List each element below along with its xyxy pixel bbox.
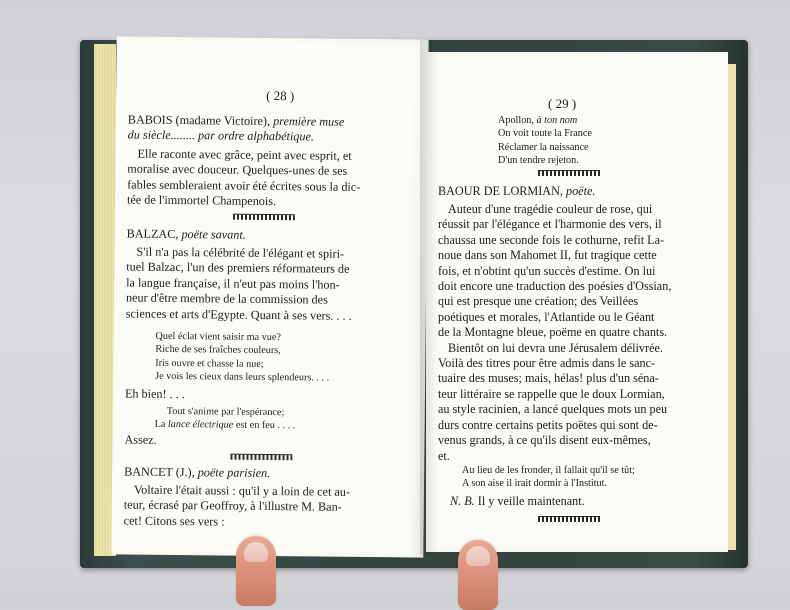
entry-babois-heading-line2: du siècle........ par ordre alphabétique. xyxy=(127,127,315,144)
entry-bancet-body: Voltaire l'était aussi : qu'il y a loin de cet au- teur, écrasé par Geoffroy, à l'illustre M. Ban- cet! Citons ses vers : xyxy=(123,482,351,529)
thumb-left xyxy=(236,536,276,606)
ornament-divider xyxy=(538,516,600,522)
verse-balzac-2: Tout s'anime par l'espérance; La lance électrique est en feu . . . . xyxy=(154,405,296,432)
ornament-divider xyxy=(230,454,292,461)
entry-balzac-heading: BALZAC, poëte savant. xyxy=(126,226,246,242)
entry-balzac-body: S'il n'a pas la célébrité de l'élégant et spiri- tuel Balzac, l'un des premiers réformateurs de la langue française, il n'eut pas moins l'hon- neur d'être membre de la commission des sciences et arts d'Egypte. Quant à ses vers. . . . xyxy=(125,244,352,323)
thumbnail-right xyxy=(466,546,490,566)
verse-balzac-1: Quel éclat vient saisir ma vue? Riche de ses fraîches couleurs, Iris ouvre et chasse la nue; Je vois les cieux dans leurs splendeurs. . . . xyxy=(155,330,330,384)
page-edges-right xyxy=(728,64,736,550)
ornament-divider xyxy=(538,170,600,176)
assez-line: Assez. xyxy=(124,432,157,447)
entry-babois-body: Elle raconte avec grâce, peint avec esprit, et moralise avec douceur. Quelques-unes de ses fables sembleraient avoir été écrites sous la dic- tée de l'immortel Champenois. xyxy=(126,146,361,209)
nota-bene: N. B. Il y veille maintenant. xyxy=(450,494,585,508)
right-page xyxy=(426,52,728,552)
thumbnail-left xyxy=(244,542,268,562)
entry-baour-body: Auteur d'une tragédie couleur de rose, qui réussit par l'élégance et l'harmonie des vers, il chaussa une seconde fois le cothurne, refit La- noue dans son Mahomet II, fut tragique cette fois, et n'obtint qu'un succès d'estime. On lui doit encore une traduction des poésies d'Ossian, qui est presque une création; des Veillées poétiques et morales, l'Atlantide ou le Géant de la Montagne bleue, poëme en quatre chants. Bientôt on lui devra une Jérusalem délivrée. Voilà des titres pour être admis dans le sanc- tuaire des muses; mais, hélas! plus d'un séna- teur littéraire se rappelle que le doux Lormian, au style racinien, a lancé quelques mots un peu durs contre certains petits poëtes qui sont de- venus grands, à ce qu'ils disent eux-mêmes, et. xyxy=(438,202,672,463)
thumb-right xyxy=(458,540,498,610)
verse-bottom: Au lieu de les fronder, il fallait qu'il se tût; A son aise il irait dormir à l'Institut. xyxy=(462,465,635,490)
entry-bancet-heading: BANCET (J.), poëte parisien. xyxy=(124,464,271,481)
entry-baour-heading: BAOUR DE LORMIAN, poëte. xyxy=(438,184,596,198)
page-number-right: ( 29 ) xyxy=(548,96,577,111)
page-number-left: ( 28 ) xyxy=(266,87,295,104)
entry-babois-name: BABOIS (madame Victoire), xyxy=(127,112,274,129)
left-page xyxy=(111,36,428,557)
ornament-divider xyxy=(233,214,295,221)
eh-bien-line: Eh bien! . . . xyxy=(124,386,185,402)
verse-apollon: Apollon, à ton nom On voit toute la France Réclamer la naissance D'un tendre rejeton. xyxy=(498,115,592,167)
entry-babois-epithet: première muse xyxy=(273,114,345,129)
